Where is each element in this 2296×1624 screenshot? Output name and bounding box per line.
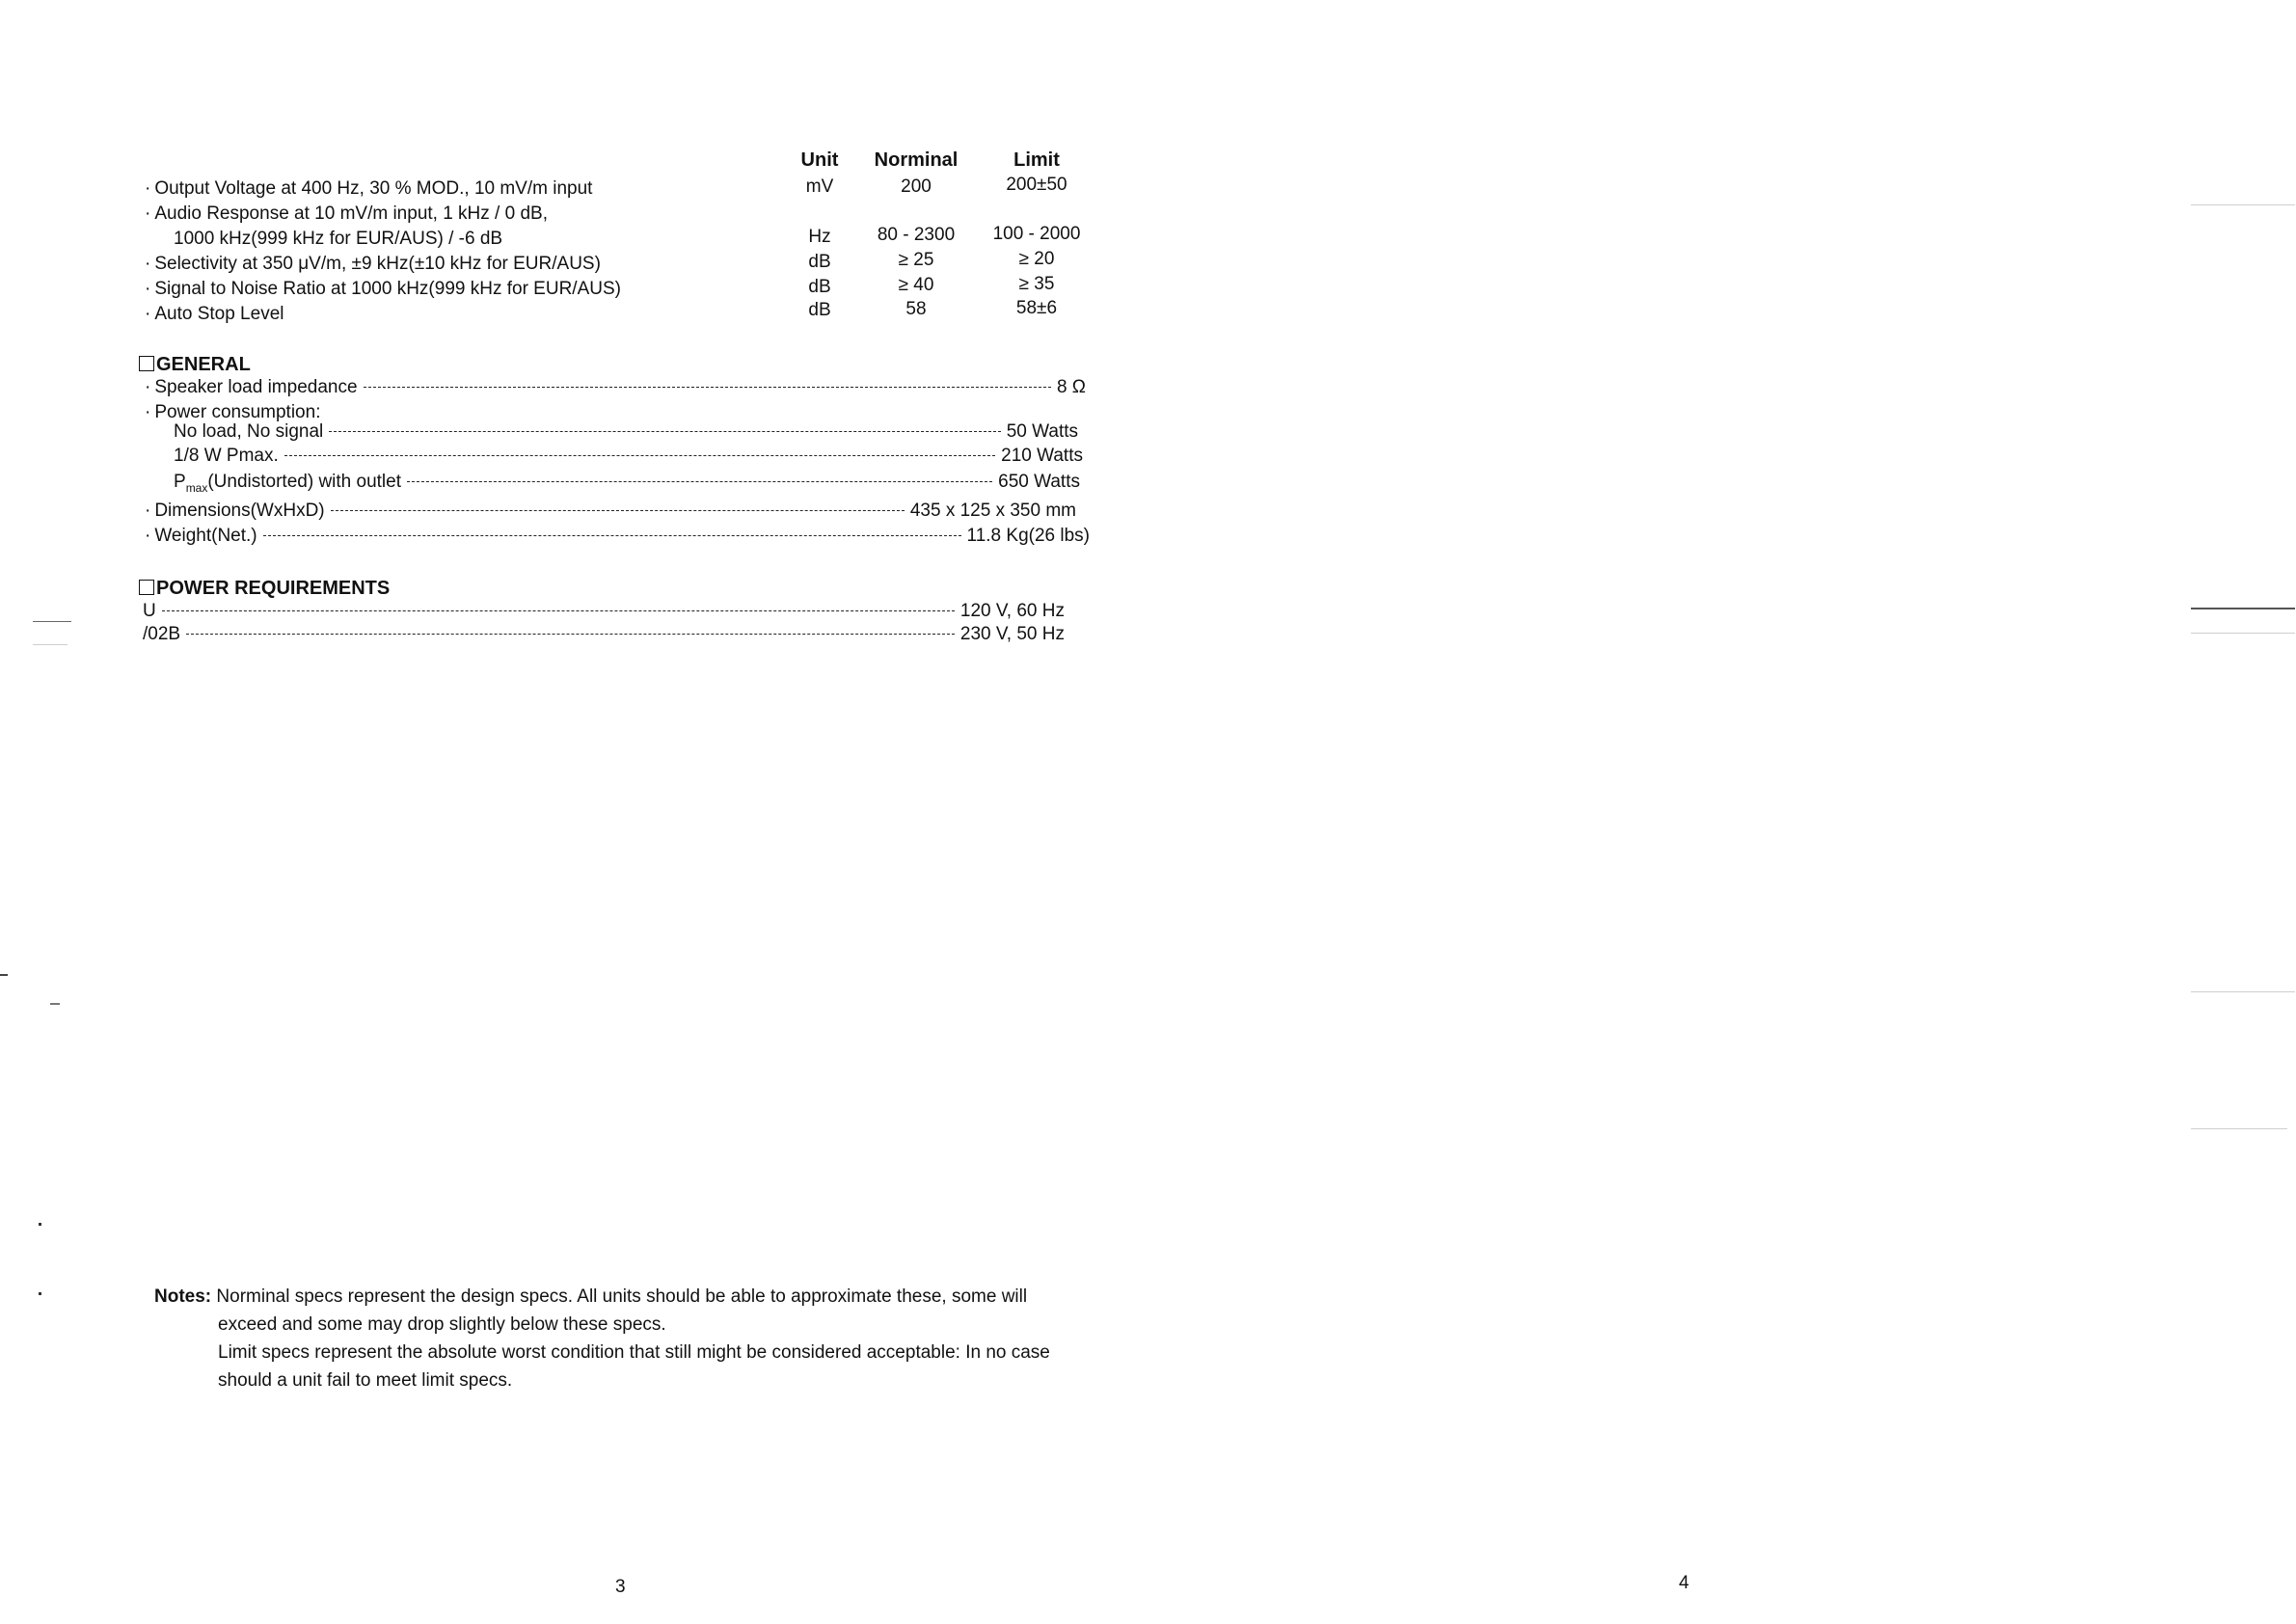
spec-row-label (145, 305, 284, 323)
spec-label-text: Output Voltage at 400 Hz, 30 % MOD., 10 mV/m input (154, 178, 593, 199)
spec-label-text: Audio Response at 10 mV/m input, 1 kHz / 0 dB, (154, 203, 548, 224)
spec-unit: mV (805, 176, 834, 197)
spec-limit: ≥ 35 (1018, 274, 1055, 294)
spec-label-text: Auto Stop Level (154, 304, 284, 324)
section-title: GENERAL (156, 354, 251, 375)
notes-text: Norminal specs represent the design specs. All units should be able to approximate these, some will (216, 1286, 1028, 1307)
spec-label-text: Power consumption: (154, 402, 321, 422)
general-speaker-row (145, 378, 1086, 396)
spec-nominal: 200 (901, 176, 932, 197)
general-pmax-row (174, 473, 1080, 494)
spec-limit: 100 - 2000 (992, 224, 1081, 244)
bullet: · (145, 178, 151, 199)
spec-value: 650 Watts (998, 472, 1080, 492)
spec-limit: 58±6 (1015, 298, 1058, 318)
notes-line-2: exceed and some may drop slightly below these specs. (218, 1314, 666, 1335)
general-eighth-row (174, 447, 1083, 465)
spec-row-label (145, 204, 548, 223)
spec-value: 8 Ω (1056, 377, 1086, 397)
dotted-leader (331, 509, 905, 511)
spec-value: 11.8 Kg(26 lbs) (966, 526, 1090, 546)
spec-nominal: 58 (905, 299, 927, 319)
pmax-main: P (174, 472, 186, 492)
spec-label (145, 501, 325, 520)
dotted-leader (162, 609, 955, 611)
spec-row-label (145, 280, 621, 298)
notes-line-3: Limit specs represent the absolute worst condition that still might be considered acceptable: In no case (218, 1342, 1050, 1363)
spec-label-text: Selectivity at 350 μV/m, ±9 kHz(±10 kHz for EUR/AUS) (154, 254, 601, 274)
spec-label-text: Weight(Net.) (154, 526, 257, 546)
scan-mark (2191, 1128, 2287, 1129)
spec-label-text: Speaker load impedance (154, 377, 358, 397)
checkbox-icon (139, 580, 154, 595)
page-number-right: 4 (1679, 1573, 1689, 1593)
spec-unit: dB (808, 277, 831, 297)
notes-block (154, 1283, 1050, 1394)
section-heading-power (139, 579, 390, 598)
spec-nominal: 80 - 2300 (877, 225, 956, 245)
bullet: · (145, 279, 151, 299)
section-heading-general (139, 355, 251, 374)
checkbox-icon (139, 356, 154, 371)
dotted-leader (364, 386, 1051, 388)
spec-label: U (143, 601, 156, 621)
spec-value: 435 x 125 x 350 mm (909, 501, 1076, 521)
spec-label: 1/8 W Pmax. (174, 446, 279, 466)
pmax-rest: (Undistorted) with outlet (207, 472, 402, 492)
spec-unit: dB (808, 252, 831, 272)
spec-unit: Hz (808, 227, 831, 247)
scan-mark (39, 1292, 41, 1295)
dotted-leader (186, 633, 955, 635)
bullet: · (145, 254, 151, 274)
dotted-leader (284, 454, 995, 456)
spec-label (145, 378, 358, 396)
spec-row-label (145, 179, 592, 198)
spec-nominal: ≥ 25 (898, 250, 934, 270)
bullet: · (145, 377, 151, 397)
spec-label: No load, No signal (174, 421, 324, 442)
spec-value: 120 V, 60 Hz (959, 601, 1065, 621)
scan-mark (50, 1003, 60, 1005)
scan-mark (2191, 633, 2295, 634)
spec-label (145, 527, 257, 545)
spec-label (174, 473, 401, 494)
spec-value: 50 Watts (1006, 421, 1078, 442)
spec-nominal: ≥ 40 (898, 275, 934, 295)
spec-label-text: Signal to Noise Ratio at 1000 kHz(999 kHz for EUR/AUS) (154, 279, 621, 299)
spec-value: 230 V, 50 Hz (959, 624, 1065, 644)
notes-label: Notes: (154, 1286, 212, 1307)
bullet: · (145, 501, 151, 521)
scan-mark (33, 621, 71, 622)
spec-limit: ≥ 20 (1018, 249, 1055, 269)
dotted-leader (407, 480, 992, 482)
spec-label-text: Dimensions(WxHxD) (154, 501, 325, 521)
scan-mark (2191, 991, 2295, 992)
notes-line-4: should a unit fail to meet limit specs. (218, 1370, 513, 1391)
spec-label: /02B (143, 624, 181, 644)
col-header-nominal: Norminal (874, 149, 959, 171)
page-number-left: 3 (615, 1577, 626, 1597)
scan-mark (33, 644, 68, 645)
scan-mark (2191, 608, 2295, 609)
bullet: · (145, 203, 151, 224)
spec-label-continuation: 1000 kHz(999 kHz for EUR/AUS) / -6 dB (174, 229, 503, 249)
col-header-limit: Limit (1013, 149, 1060, 171)
spec-row-label (145, 255, 601, 273)
bullet: · (145, 402, 151, 422)
power-02b-row (143, 625, 1065, 643)
col-header-unit: Unit (800, 149, 839, 171)
power-u-row (143, 602, 1065, 620)
dotted-leader (263, 534, 961, 536)
bullet: · (145, 304, 151, 324)
general-dimensions-row (145, 501, 1076, 520)
spec-limit: 200±50 (1006, 175, 1067, 195)
scan-mark (0, 974, 8, 976)
bullet: · (145, 526, 151, 546)
general-weight-row (145, 527, 1090, 545)
spec-unit: dB (808, 300, 831, 320)
scan-mark (2191, 204, 2295, 205)
general-no-load-row (174, 422, 1078, 441)
section-title: POWER REQUIREMENTS (156, 578, 391, 599)
spec-value: 210 Watts (1001, 446, 1083, 466)
power-consumption-label (145, 403, 320, 421)
pmax-subscript: max (185, 480, 208, 495)
scan-mark (39, 1223, 41, 1226)
dotted-leader (329, 430, 1000, 432)
notes-line-1 (154, 1283, 1050, 1311)
